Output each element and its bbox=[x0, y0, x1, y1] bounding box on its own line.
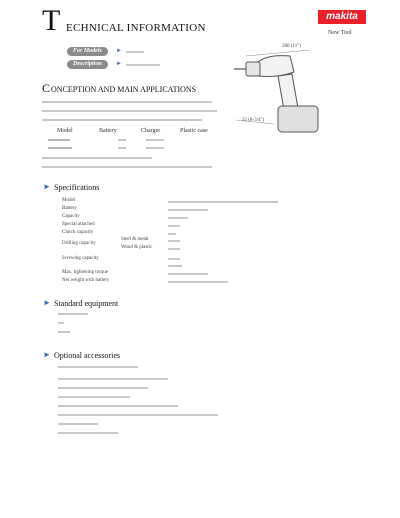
drill-battery bbox=[278, 106, 318, 132]
new-tool-label: New Tool bbox=[328, 30, 352, 36]
description-tag: Description bbox=[67, 60, 108, 69]
accessory-line bbox=[58, 366, 138, 368]
drill-chuck bbox=[246, 62, 260, 76]
spec-value-line bbox=[168, 258, 180, 260]
spec-label-model: Model bbox=[62, 198, 76, 203]
standard-equipment-heading: Standard equipment bbox=[54, 299, 119, 308]
accessory-line bbox=[58, 432, 118, 434]
spec-label-weight: Net weight with battery bbox=[62, 278, 110, 283]
spec-label-torque: Max. tightening torque bbox=[62, 270, 108, 275]
arrow-icon: ► bbox=[116, 61, 122, 67]
spec-value-line bbox=[168, 225, 180, 227]
concept-text-line bbox=[42, 101, 212, 103]
for-models-tag: For Models bbox=[67, 47, 108, 56]
brand-name: makita bbox=[326, 11, 358, 22]
table-cell-line bbox=[48, 147, 72, 149]
table-cell-line bbox=[48, 139, 70, 141]
table-cell-line bbox=[146, 147, 164, 149]
table-cell-line bbox=[146, 139, 164, 141]
accessory-line bbox=[58, 405, 178, 407]
spec-value-line bbox=[168, 273, 208, 275]
concept-text-line bbox=[42, 166, 212, 168]
drill-illustration bbox=[228, 38, 358, 148]
spec-value-line bbox=[168, 265, 182, 267]
spec-value-line bbox=[168, 217, 188, 219]
accessory-line bbox=[58, 387, 148, 389]
title-initial: T bbox=[42, 4, 61, 37]
spec-sub-wood: Wood & plastic bbox=[121, 245, 153, 250]
table-header-model: Model bbox=[57, 128, 73, 134]
bullet-icon: ► bbox=[43, 182, 51, 191]
equipment-line bbox=[58, 331, 70, 333]
spec-label-battery: Battery bbox=[62, 206, 77, 211]
specifications-heading: Specifications bbox=[54, 183, 100, 192]
table-header-charger: Charger bbox=[141, 128, 161, 134]
bullet-icon: ► bbox=[43, 298, 51, 307]
table-header-battery: Battery bbox=[99, 128, 117, 134]
spec-label-screwing: Screwing capacity bbox=[62, 256, 99, 261]
table-cell-line bbox=[118, 139, 126, 141]
spec-label-capacity: Capacity bbox=[62, 214, 80, 219]
makita-logo bbox=[318, 10, 366, 24]
drill-handle bbox=[278, 74, 298, 110]
concept-heading: ONCEPTION AND MAIN APPLICATIONS bbox=[51, 85, 197, 94]
spec-value-line bbox=[168, 248, 180, 250]
concept-text-line bbox=[42, 157, 152, 159]
spec-value-line bbox=[168, 240, 180, 242]
concept-text-line bbox=[42, 110, 217, 112]
accessory-line bbox=[58, 396, 130, 398]
table-header-case: Plastic case bbox=[180, 128, 208, 134]
dimension-top: 280 (11") bbox=[282, 44, 301, 49]
spec-value-line bbox=[168, 281, 228, 283]
dimension-side: 22 (8-3/4") bbox=[242, 118, 265, 123]
spec-value-line bbox=[168, 233, 176, 235]
arrow-icon: ► bbox=[116, 48, 122, 54]
page-title: ECHNICAL INFORMATION bbox=[66, 22, 206, 34]
dimension-line bbox=[246, 50, 310, 56]
spec-value-line bbox=[168, 201, 278, 203]
accessory-line bbox=[58, 414, 218, 416]
spec-label-drilling: Drilling capacity bbox=[62, 241, 96, 246]
table-cell-line bbox=[118, 147, 126, 149]
description-value-line bbox=[126, 64, 160, 66]
concept-text-line bbox=[42, 119, 202, 121]
spec-label-special: Special attached bbox=[62, 222, 95, 227]
spec-value-line bbox=[168, 209, 208, 211]
accessory-line bbox=[58, 423, 98, 425]
concept-initial: C bbox=[42, 81, 51, 95]
equipment-line bbox=[58, 322, 64, 324]
bullet-icon: ► bbox=[43, 350, 51, 359]
optional-accessories-heading: Optional accessories bbox=[54, 351, 120, 360]
spec-sub-steel: Steel & metal bbox=[121, 237, 149, 242]
spec-label-clutch: Clutch capacity bbox=[62, 230, 94, 235]
drill-body bbox=[258, 56, 294, 77]
model-value-line bbox=[126, 51, 144, 53]
accessory-line bbox=[58, 378, 168, 380]
equipment-line bbox=[58, 313, 88, 315]
